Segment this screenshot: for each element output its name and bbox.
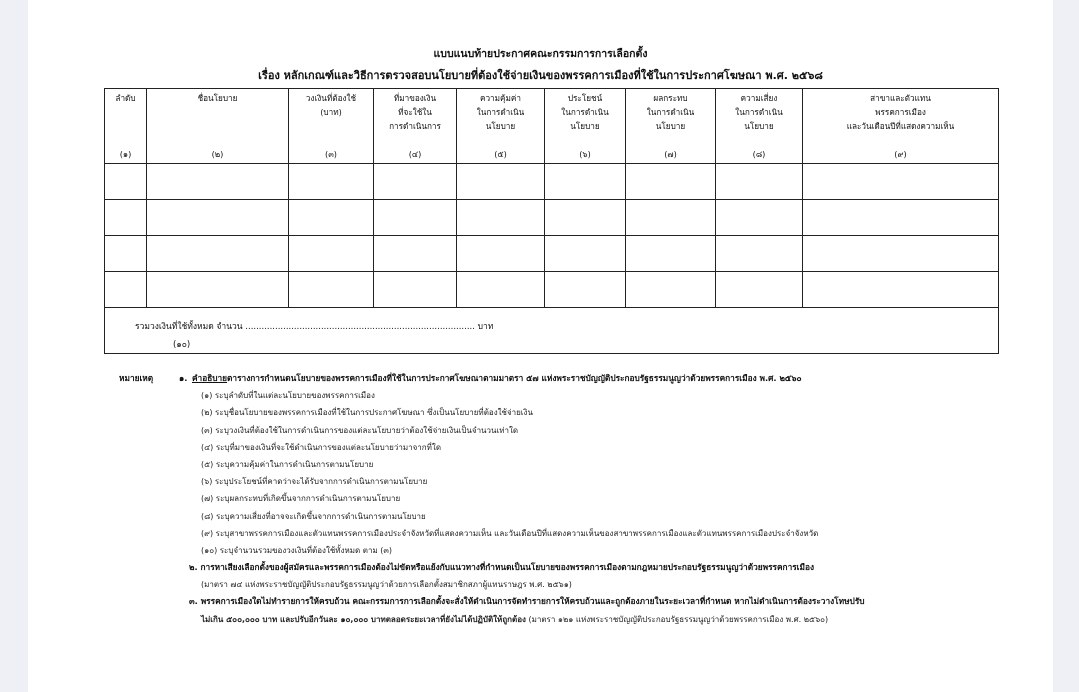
col-header-value: ความคุ้มค่า ในการดำเนิน นโยบาย (๕) <box>457 89 545 164</box>
note-1-number: ๑. <box>179 373 188 383</box>
total-label: รวมวงเงินที่ใช้ทั้งหมด จำนวน ..................................................................................... บาท <box>135 322 494 332</box>
document-page: แบบแนบท้ายประกาศคณะกรรมการการเลือกตั้ง เรื่อง หลักเกณฑ์และวิธีการตรวจสอบนโยบายที่ต้องใช้จ่ายเงินของพรรคการเมืองที่ใช้ในการประกาศโฆษณา พ.ศ. ๒๕๖๘ ลำดับ (๑) ชื่อนโยบาย (๒) วงเงินที่ต้องใช้ (บาท) (๓) ที่มาของเงิน ที่จะใช้ใน การดำเนินการ (๔) ความคุ้มค่า ในการดำเนิน นโยบาย (๕) ประโยชน์ ในการดำเนิน นโยบาย (๖) ผลกระทบ ในการดำเนิน นโยบาย (๗) ความเสี่ยง ในการดำเนิน นโยบาย (๘) สาขาและตัวแทน พรรคการเมือง และวันเดือนปีที่แสดงความเห็น (๙) รวมวงเงินที่ใช้ทั้งหมด จำนวน ..................................................................................... บาท (๑๐) หมายเหตุ ๑. คำอธิบายตารางการกำหนดนโยบายของพรรคการเมืองที่ใช้ในการประกาศโฆษณาตามมาตรา ๕๗ แห่งพระราชบัญญัติประกอบรัฐธรรมนูญว่าด้วยพรรคการเมือง พ.ศ. ๒๕๖๐ (๑) ระบุลำดับที่ในแต่ละนโยบายของพรรคการเมือง (๒) ระบุชื่อนโยบายของพรรคการเมืองที่ใช้ในการประกาศโฆษณา ซึ่งเป็นนโยบายที่ต้องใช้จ่ายเงิน (๓) ระบุวงเงินที่ต้องใช้ในการดำเนินการของแต่ละนโยบายว่าต้องใช้จ่ายเงินเป็นจำนวนเท่าใด (๔) ระบุที่มาของเงินที่จะใช้ดำเนินการของแต่ละนโยบายว่ามาจากที่ใด (๕) ระบุความคุ้มค่าในการดำเนินการตามนโยบาย (๖) ระบุประโยชน์ที่คาดว่าจะได้รับจากการดำเนินการตามนโยบาย (๗) ระบุผลกระทบที่เกิดขึ้นจากการดำเนินการตามนโยบาย (๘) ระบุความเสี่ยงที่อาจจะเกิดขึ้นจากการดำเนินการตามนโยบาย (๙) ระบุสาขาพรรคการเมืองและตัวแทนพรรคการเมืองประจำจังหวัดที่แสดงความเห็น และวันเดือนปีที่แสดงความเห็นของสาขาพรรคการเมืองและตัวแทนพรรคการเมืองประจำจังหวัด (๑๐) ระบุจำนวนรวมของวงเงินที่ต้องใช้ทั้งหมด ตาม (๓) ๒. การหาเสียงเลือกตั้งของผู้สมัครและพรรคการเมืองต้องไม่ขัดหรือแย้งกับแนวทางที่กำหนดเป็นนโยบายของพรรคการเมืองตามกฎหมายประกอบรัฐธรรมนูญว่าด้วยพรรคการเมือง (มาตรา ๗๔ แห่งพระราชบัญญัติประกอบรัฐธรรมนูญว่าด้วยการเลือกตั้งสมาชิกสภาผู้แทนราษฎร พ.ศ. ๒๕๖๑) ๓. พรรคการเมืองใดไม่ทำรายการให้ครบถ้วน คณะกรรมการการเลือกตั้งจะสั่งให้ดำเนินการจัดทำรายการให้ครบถ้วนและถูกต้องภายในระยะเวลาที่กำหนด หากไม่ดำเนินการต้องระวางโทษปรับ ไม่เกิน ๕๐๐,๐๐๐ บาท และปรับอีกวันละ ๑๐,๐๐๐ บาทตลอดระยะเวลาที่ยังไม่ได้ปฏิบัติให้ถูกต้อง (มาตรา ๑๒๑ แห่งพระราชบัญญัติประกอบรัฐธรรมนูญว่าด้วยพรรคการเมือง พ.ศ. ๒๕๖๐) <box>28 0 1053 692</box>
table-cell <box>105 164 147 200</box>
form-title: แบบแนบท้ายประกาศคณะกรรมการการเลือกตั้ง <box>433 48 648 60</box>
table-cell <box>716 164 803 200</box>
table-cell <box>716 236 803 272</box>
col-header-budget: วงเงินที่ต้องใช้ (บาท) (๓) <box>289 89 374 164</box>
col-header-branch: สาขาและตัวแทน พรรคการเมือง และวันเดือนปีที่แสดงความเห็น (๙) <box>803 89 999 164</box>
table-cell <box>105 272 147 308</box>
table-cell <box>716 200 803 236</box>
table-cell <box>626 200 716 236</box>
table-cell <box>545 164 626 200</box>
note-1-text: คำอธิบายตารางการกำหนดนโยบายของพรรคการเมืองที่ใช้ในการประกาศโฆษณาตามมาตรา ๕๗ แห่งพระราชบัญญัติประกอบรัฐธรรมนูญว่าด้วยพรรคการเมือง พ.ศ. ๒๕๖๐ <box>192 373 802 383</box>
total-number: (๑๐) <box>173 340 191 350</box>
table-cell <box>147 200 289 236</box>
table-cell <box>374 236 457 272</box>
notes-label: หมายเหตุ <box>119 373 154 383</box>
table-cell <box>289 272 374 308</box>
col-header-order: ลำดับ (๑) <box>105 89 147 164</box>
table-cell <box>457 236 545 272</box>
table-cell <box>626 164 716 200</box>
table-cell <box>457 164 545 200</box>
table-cell <box>545 200 626 236</box>
col-header-fund-source: ที่มาของเงิน ที่จะใช้ใน การดำเนินการ (๔) <box>374 89 457 164</box>
table-cell <box>289 236 374 272</box>
policy-table <box>104 88 999 354</box>
table-cell <box>626 236 716 272</box>
table-cell <box>147 236 289 272</box>
table-cell <box>803 200 999 236</box>
table-cell <box>803 236 999 272</box>
table-cell <box>457 272 545 308</box>
table-cell <box>147 164 289 200</box>
table-row <box>105 236 999 272</box>
total-cell <box>105 308 999 354</box>
table-cell <box>289 164 374 200</box>
table-cell <box>374 272 457 308</box>
col-header-policy-name: ชื่อนโยบาย (๒) <box>147 89 289 164</box>
table-row <box>105 272 999 308</box>
col-header-risk: ความเสี่ยง ในการดำเนิน นโยบาย (๘) <box>716 89 803 164</box>
col-header-benefit: ประโยชน์ ในการดำเนิน นโยบาย (๖) <box>545 89 626 164</box>
table-cell <box>803 164 999 200</box>
total-row <box>105 308 999 354</box>
table-cell <box>374 164 457 200</box>
table-cell <box>374 200 457 236</box>
table-cell <box>147 272 289 308</box>
col-header-impact: ผลกระทบ ในการดำเนิน นโยบาย (๗) <box>626 89 716 164</box>
table-cell <box>105 236 147 272</box>
table-cell <box>289 200 374 236</box>
form-subtitle: เรื่อง หลักเกณฑ์และวิธีการตรวจสอบนโยบายที่ต้องใช้จ่ายเงินของพรรคการเมืองที่ใช้ในการประกาศโฆษณา พ.ศ. ๒๕๖๘ <box>258 69 823 82</box>
table-row <box>105 164 999 200</box>
table-cell <box>545 236 626 272</box>
table-cell <box>105 200 147 236</box>
table-cell <box>457 200 545 236</box>
table-cell <box>626 272 716 308</box>
table-cell <box>716 272 803 308</box>
table-cell <box>803 272 999 308</box>
table-header-row <box>105 89 999 164</box>
table-cell <box>545 272 626 308</box>
table-row <box>105 200 999 236</box>
